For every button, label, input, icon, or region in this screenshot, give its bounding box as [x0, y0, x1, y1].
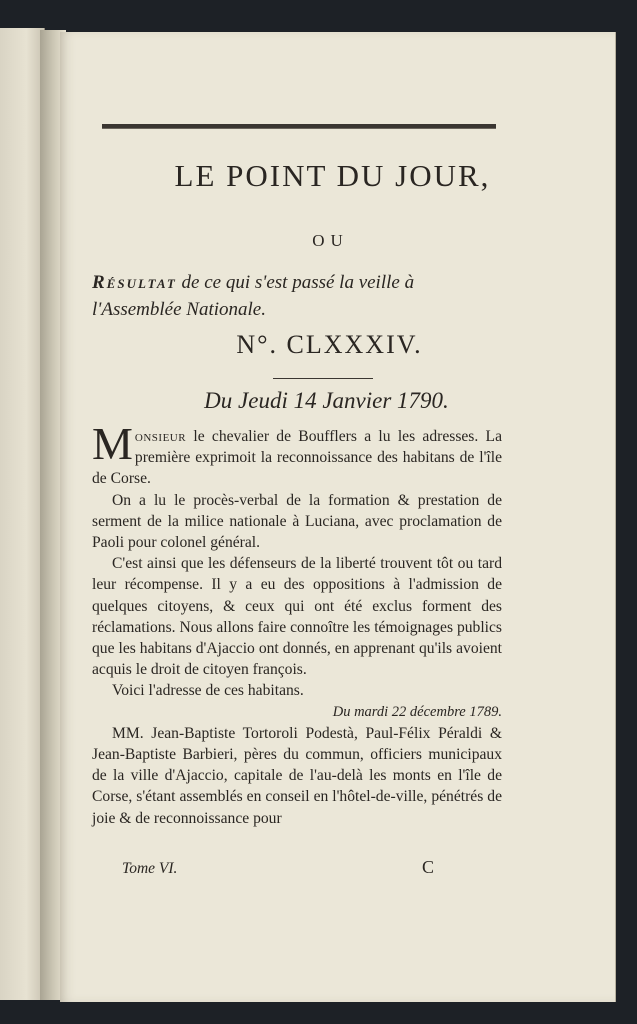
paragraph-5: MM. Jean-Baptiste Tortoroli Podestà, Paul-Félix Péraldi & Jean-Baptiste Barbieri, pères du commun, officiers municipaux de la ville d'Ajaccio, capitale de l'au-delà les monts en l'île de Corse, s'étant assemblés en conseil en l'hôtel-de-ville, pénétrés de joie & de reconnoissance pour	[92, 724, 502, 827]
issue-number: N°. CLXXXIV.	[236, 330, 423, 359]
subtitle-line2: l'Assemblée Nationale.	[92, 299, 266, 320]
subtitle-line1: de ce qui s'est passé la veille à	[181, 272, 415, 293]
subtitle-lead-word: Résultat	[92, 272, 177, 293]
left-page-edge	[0, 28, 45, 1000]
page-title: LE POINT DU JOUR,	[174, 158, 491, 193]
title-conjunction: OU	[312, 231, 349, 250]
paragraph-2: On a lu le procès-verbal de la formation & prestation de serment de la milice nationale à Luciana, avec proclamation de Paoli pour colonel général.	[92, 491, 502, 552]
paragraph-1	[92, 418, 502, 490]
subtitle	[92, 269, 512, 323]
document-page	[60, 32, 615, 1002]
first-word: onsieur	[134, 428, 187, 445]
drop-cap: M	[92, 418, 133, 469]
address-dateline: Du mardi 22 décembre 1789.	[332, 703, 502, 720]
article-body	[92, 418, 502, 829]
paragraph-4: Voici l'adresse de ces habitans.	[112, 682, 304, 700]
paragraph-1-text: le chevalier de Boufflers a lu les adresses. La première exprimoit la reconnoissance des habitans de l'île de Corse.	[92, 428, 502, 488]
volume-label: Tome VI.	[122, 860, 178, 877]
paragraph-3: C'est ainsi que les défenseurs de la liberté trouvent tôt ou tard leur récompense. Il y a eu des oppositions à l'admission de quelques citoyens, & ceux qui ont été exclus forment des réclamations. Nous allons faire connoître les témoignages publics que les habitans d'Ajaccio ont donnés, en apprenant qu'ils avoient acquis le droit de citoyen françois.	[92, 555, 502, 679]
page-footer	[122, 857, 462, 878]
issue-date: Du Jeudi 14 Janvier 1790.	[204, 388, 449, 413]
header-rule	[102, 124, 496, 129]
signature-mark: C	[422, 857, 435, 877]
section-divider	[273, 378, 373, 379]
